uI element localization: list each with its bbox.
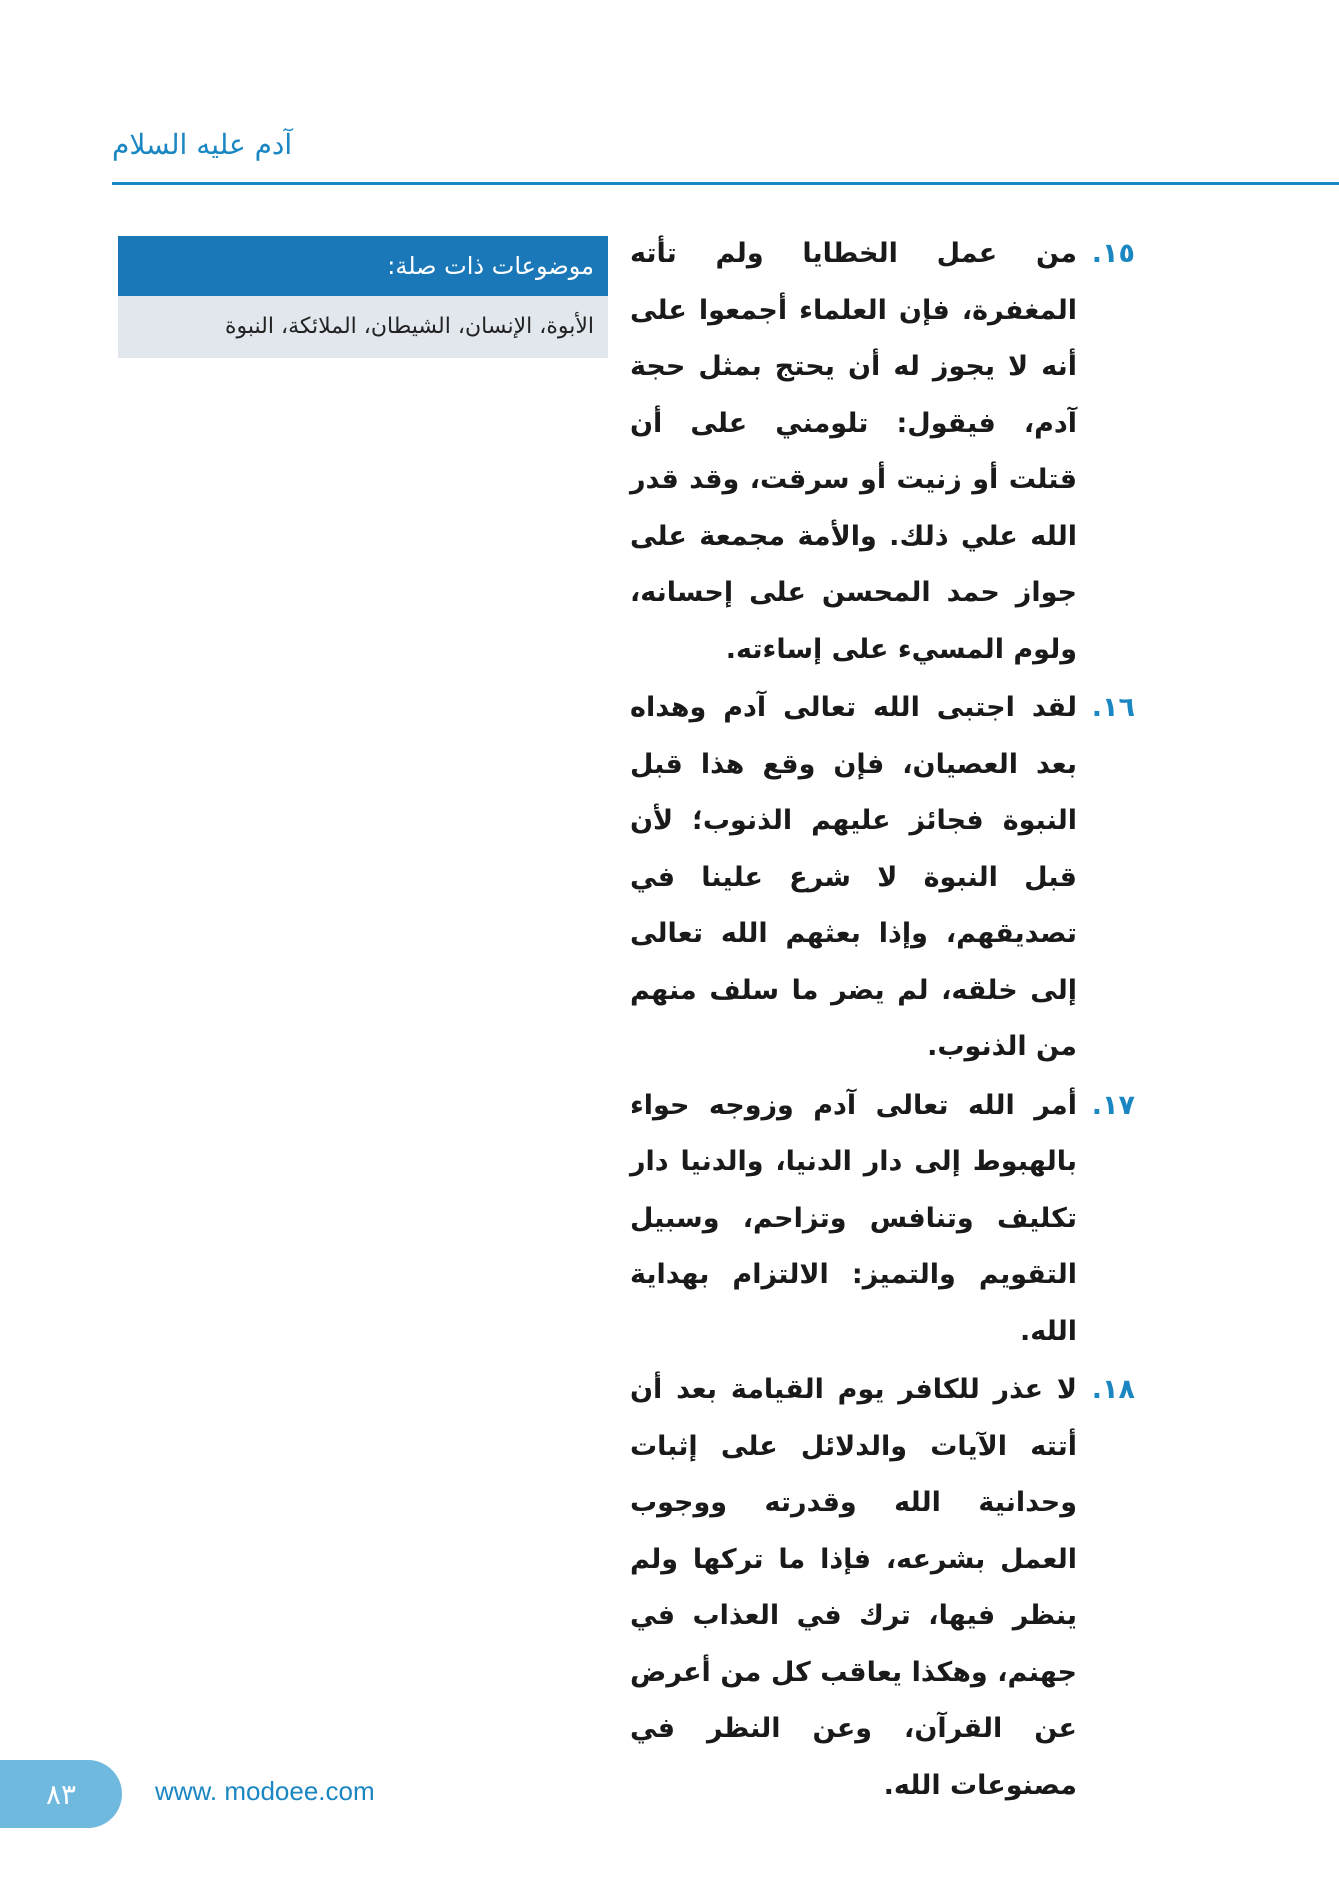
related-topics-title: موضوعات ذات صلة: bbox=[118, 236, 608, 296]
item-text: لقد اجتبى الله تعالى آدم وهداه بعد العصيان، فإن وقع هذا قبل النبوة فجائز عليهم الذنوب؛ لأن قبل النبوة لا شرع علينا في تصديقهم، وإذا بعثهم الله تعالى إلى خلقه، لم يضر ما سلف منهم من الذنوب. bbox=[630, 692, 1077, 1062]
list-item bbox=[630, 680, 1135, 1076]
website-url[interactable]: www. modoee.com bbox=[155, 1776, 375, 1806]
item-text: أمر الله تعالى آدم وزوجه حواء بالهبوط إلى دار الدنيا، والدنيا دار تكليف وتنافس وتزاحم، وسبيل التقويم والتميز: الالتزام بهداية الله. bbox=[630, 1089, 1077, 1347]
running-title: آدم عليه السلام bbox=[112, 128, 293, 161]
header-rule bbox=[112, 182, 1339, 185]
item-number: ١٧. bbox=[1091, 1089, 1135, 1121]
related-topics-list: الأبوة، الإنسان، الشيطان، الملائكة، النبوة bbox=[118, 296, 608, 358]
numbered-points-list bbox=[630, 226, 1135, 1816]
item-number: ١٥. bbox=[1091, 238, 1135, 269]
item-number: ١٨. bbox=[1091, 1374, 1135, 1405]
list-item bbox=[630, 226, 1135, 678]
page-number: ٨٣ bbox=[45, 1777, 77, 1811]
item-text: من عمل الخطايا ولم تأته المغفرة، فإن العلماء أجمعوا على أنه لا يجوز له أن يحتج بمثل حجة آدم، فيقول: تلومني على أن قتلت أو زنيت أو سرقت، وقد قدر الله علي ذلك. والأمة مجمعة على جواز حمد المحسن على إحسانه، ولوم المسيء على إساءته. bbox=[630, 238, 1077, 665]
list-item bbox=[630, 1362, 1135, 1814]
page-number-tab bbox=[0, 1760, 122, 1828]
list-item bbox=[630, 1078, 1135, 1361]
related-topics-box bbox=[118, 236, 608, 358]
item-number: ١٦. bbox=[1091, 692, 1135, 723]
item-text: لا عذر للكافر يوم القيامة بعد أن أتته الآيات والدلائل على إثبات وحدانية الله وقدرته ووجوب العمل بشرعه، فإذا ما تركها ولم ينظر فيها، ترك في العذاب في جهنم، وهكذا يعاقب كل من أعرض عن القرآن، وعن النظر في مصنوعات الله. bbox=[630, 1374, 1077, 1801]
